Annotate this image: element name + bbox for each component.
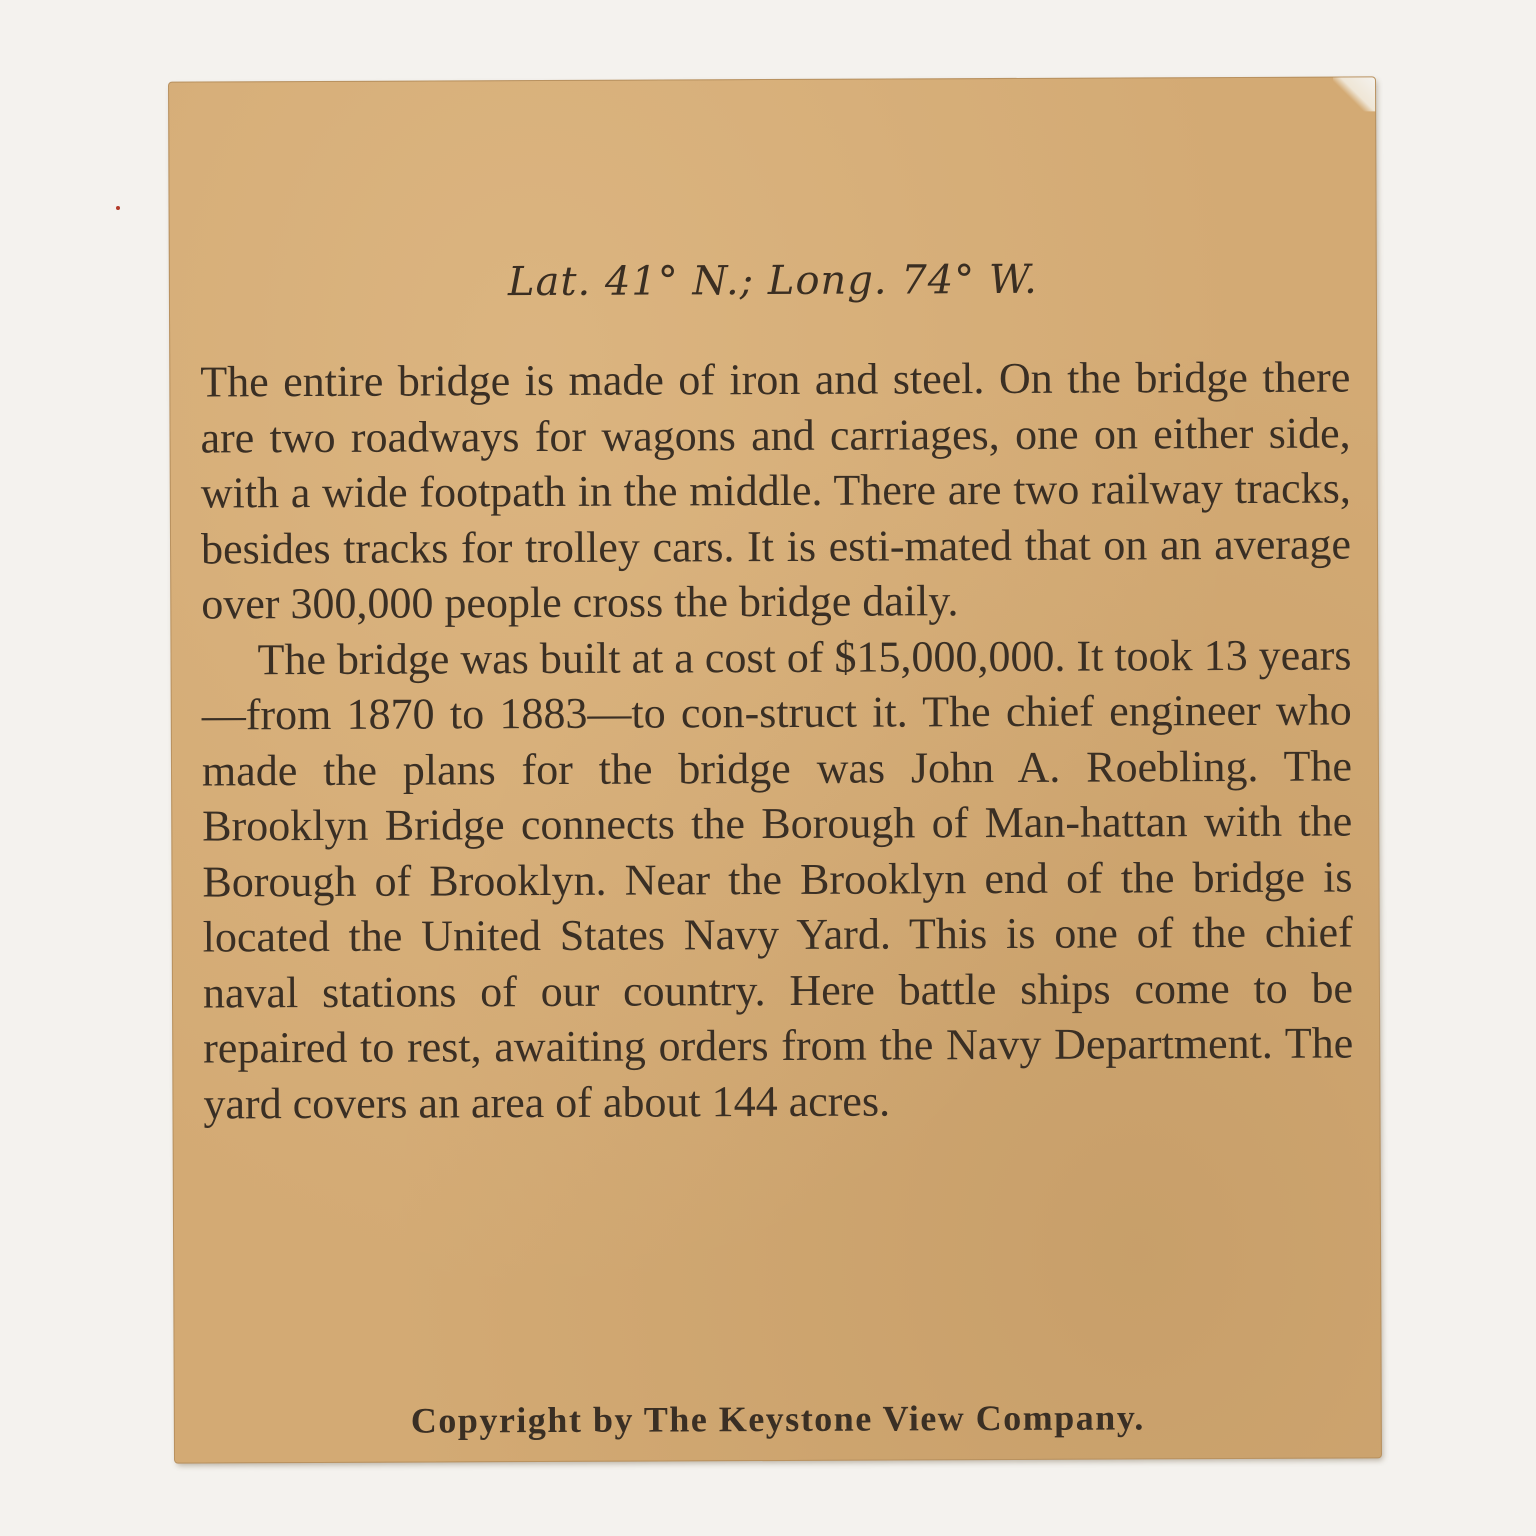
copyright-line: Copyright by The Keystone View Company. bbox=[410, 1397, 1145, 1441]
paragraph-bridge-history: The bridge was built at a cost of $15,000,000. It took 13 years—from 1870 to 1883—to con-struct it. The chief engineer who made the plans for the bridge was John A. Roebling. The Brooklyn Bridge connects the Borough of Man-hattan with the Borough of Brooklyn. Near the Brooklyn end of the bridge is located the United States Navy Yard. This is one of the chief naval stations of our country. Here battle ships come to be repaired to rest, awaiting orders from the Navy Department. The yard covers an area of about 144 acres. bbox=[201, 629, 1354, 1128]
worn-corner bbox=[1333, 77, 1375, 111]
description-text bbox=[200, 349, 1353, 1131]
coordinates-heading: Lat. 41° N.; Long. 74° W. bbox=[507, 256, 1038, 306]
paragraph-bridge-construction: The entire bridge is made of iron and steel. On the bridge there are two roadways for wagons and carriages, one on either side, with a wide footpath in the middle. There are two railway tracks, besides tracks for trolley cars. It is esti-mated that on an average over 300,000 people cross the bridge daily. bbox=[200, 352, 1352, 629]
ink-speck bbox=[116, 206, 120, 210]
stereoview-back-card bbox=[169, 77, 1381, 1462]
